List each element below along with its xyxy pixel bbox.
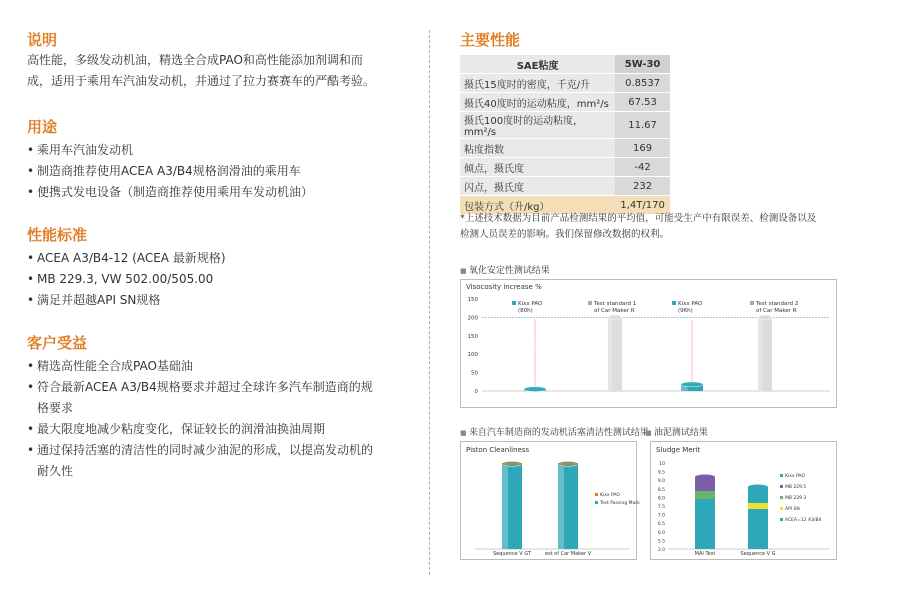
chart-bar <box>524 387 546 392</box>
chart-title: Sludge Merit <box>656 446 701 454</box>
legend-label: Test standard 2 <box>756 301 799 307</box>
y-tick-label: 100 <box>467 352 478 359</box>
table-row <box>460 93 670 112</box>
chart-bar-segment <box>695 499 715 505</box>
legend-label: ACEA=12 A3/B4 <box>785 518 822 523</box>
chart-bar-cap <box>695 475 715 480</box>
table-header-value: 5W-30 <box>615 55 670 74</box>
chart-frame <box>461 280 837 408</box>
y-tick-label: 5.5 <box>657 539 665 545</box>
list-item: • 精选高性能全合成PAO基础油 <box>27 356 427 377</box>
chart-title: Visocosity increase % <box>466 283 542 291</box>
y-tick-label: 0 <box>474 389 478 395</box>
table-row <box>460 74 670 93</box>
y-tick-label: 10 <box>659 462 665 467</box>
table-cell-label: 摄氏40度时的运动粘度，mm²/s <box>460 93 615 112</box>
performance-heading: 主要性能 <box>460 31 521 49</box>
list-item: • 便携式发电设备（制造商推荐使用乘用车发动机油） <box>27 182 427 203</box>
table-cell-label: 摄氏100度时的运动粘度，mm²/s <box>460 112 615 139</box>
list-item: • 制造商推荐使用ACEA A3/B4规格润滑油的乘用车 <box>27 161 427 182</box>
table-header-label: SAE粘度 <box>460 55 615 74</box>
y-tick-label: 6.5 <box>657 522 665 528</box>
description-line-1: 高性能，多级发动机油，精选全合成PAO和高性能添加剂调和而 <box>27 53 363 67</box>
table-cell-value: 11.67 <box>615 112 670 139</box>
spec-table <box>460 55 670 215</box>
benefits-list <box>27 356 427 482</box>
list-item: • MB 229.3, VW 502.00/505.00 <box>27 269 427 290</box>
x-tick-label: Sequence V GT <box>492 551 532 557</box>
list-item-continuation-text: 格要求 <box>37 401 74 415</box>
oxidation-chart <box>460 279 840 409</box>
y-tick-label: 7.0 <box>657 513 665 519</box>
chart-bar <box>608 315 622 391</box>
sludge-chart <box>650 441 840 561</box>
chart3-caption: ■ 油泥测试结果 <box>645 425 708 438</box>
legend-label: MB 229.5 <box>785 485 807 490</box>
table-cell-value: 67.53 <box>615 93 670 112</box>
chart-bar-segment <box>695 491 715 499</box>
legend-swatch <box>780 496 783 499</box>
table-row <box>460 158 670 177</box>
table-cell-label: 摄氏15度时的密度，千克/升 <box>460 74 615 93</box>
y-tick-label: 8.0 <box>657 496 665 502</box>
standards-heading: 性能标准 <box>27 226 88 244</box>
table-row <box>460 139 670 158</box>
legend-label: of Car Maker R <box>594 308 635 314</box>
chart-bar-segment <box>748 503 768 509</box>
footnote-line-1: *上述技术数据为目前产品检测结果的平均值，可能受生产中有限误差、检测设备以及 <box>460 213 817 224</box>
legend-label: of Car Maker R <box>756 308 797 314</box>
legend-label: Test standard 1 <box>594 301 637 307</box>
legend-label: Kixx PAO <box>785 474 805 479</box>
application-list <box>27 140 427 203</box>
chart-bar-segment <box>695 505 715 549</box>
benefits-heading: 客户受益 <box>27 334 88 352</box>
y-tick-label: 6.0 <box>657 530 665 536</box>
table-row <box>460 177 670 196</box>
y-tick-label: 9.0 <box>657 479 665 485</box>
y-tick-label: 50 <box>471 370 478 377</box>
y-tick-label: 9.5 <box>657 470 665 476</box>
legend-swatch <box>750 301 754 305</box>
chart-bar <box>558 461 578 549</box>
x-tick-label: MAI Test <box>694 551 716 557</box>
packaging-label: 包装方式（升/kg） <box>460 196 615 215</box>
y-tick-label: 150 <box>467 297 478 303</box>
chart-bar-segment <box>502 463 522 465</box>
legend-swatch <box>780 485 783 488</box>
legend-swatch <box>672 301 676 305</box>
legend-swatch <box>512 301 516 305</box>
legend-swatch <box>780 518 783 521</box>
standards-list <box>27 248 427 311</box>
chart-bar-segment <box>695 483 715 491</box>
table-cell-value: 169 <box>615 139 670 158</box>
list-item: • 通过保持活塞的清洁性的同时减少油泥的形成，以提高发动机的 <box>27 440 427 461</box>
table-row <box>460 112 670 139</box>
legend-label: API SN <box>785 507 800 512</box>
y-tick-label: 8.5 <box>657 487 665 493</box>
application-heading: 用途 <box>27 118 58 136</box>
table-cell-value: 0.8537 <box>615 74 670 93</box>
x-tick-label: Sequence V G <box>740 551 776 557</box>
chart-bar-segment <box>558 463 578 465</box>
list-item: • ACEA A3/B4-12 (ACEA 最新规格) <box>27 248 427 269</box>
legend-label: (96h) <box>678 308 693 314</box>
footnote-line-2: 检测人员误差的影响。我们保留修改数据的权利。 <box>460 229 670 240</box>
chart-title: Piston Cleanliness <box>466 446 530 454</box>
footnote <box>460 211 860 243</box>
y-tick-label: 3.0 <box>657 548 665 553</box>
list-item-continuation <box>27 398 427 419</box>
chart2-caption: ■ 来自汽车制造商的发动机活塞清洁性测试结果 <box>460 425 649 438</box>
chart-bar-cap <box>748 485 768 490</box>
y-tick-label: 150 <box>467 333 478 340</box>
description-line-2: 成，适用于乘用车汽油发动机，并通过了拉力赛赛车的严酷考验。 <box>27 74 376 88</box>
legend-label: Kixx PAO <box>678 301 703 307</box>
chart-bar <box>758 315 772 391</box>
list-item: • 满足并超越API SN规格 <box>27 290 427 311</box>
table-cell-value: 232 <box>615 177 670 196</box>
legend-label: (80h) <box>518 308 533 314</box>
legend-swatch <box>595 501 598 504</box>
chart-frame <box>651 442 837 560</box>
list-item-continuation <box>27 461 427 482</box>
x-tick-label: est of Car Maker V <box>544 551 592 557</box>
piston-chart <box>460 441 640 561</box>
description-text <box>27 50 422 92</box>
chart-bar-segment <box>748 509 768 549</box>
legend-label: Test Passing Mark <box>600 501 640 506</box>
table-cell-label: 闪点，摄氏度 <box>460 177 615 196</box>
legend-swatch <box>780 474 783 477</box>
legend-swatch <box>780 507 783 510</box>
table-cell-label: 倾点，摄氏度 <box>460 158 615 177</box>
column-divider <box>429 30 430 575</box>
legend-label: Kixx PAO <box>600 493 620 498</box>
chart-bar <box>681 382 703 391</box>
legend-swatch <box>595 493 598 496</box>
legend-label: Kixx PAO <box>518 301 543 307</box>
list-item-continuation-text: 耐久性 <box>37 464 74 478</box>
table-header-row <box>460 55 670 74</box>
chart-bar <box>502 461 522 549</box>
description-heading: 说明 <box>27 31 58 49</box>
y-tick-label: 200 <box>467 315 478 322</box>
list-item: • 最大限度地减少粘度变化，保证较长的润滑油换油周期 <box>27 419 427 440</box>
table-cell-value: -42 <box>615 158 670 177</box>
list-item: • 符合最新ACEA A3/B4规格要求并超过全球许多汽车制造商的规 <box>27 377 427 398</box>
packaging-value: 1,4T/170 <box>615 196 670 215</box>
table-cell-label: 粘度指数 <box>460 139 615 158</box>
y-tick-label: 7.5 <box>657 505 665 510</box>
legend-swatch <box>588 301 592 305</box>
list-item: • 乘用车汽油发动机 <box>27 140 427 161</box>
chart1-caption: ■ 氧化安定性测试结果 <box>460 263 550 276</box>
legend-label: MB 229.3 <box>785 496 807 501</box>
